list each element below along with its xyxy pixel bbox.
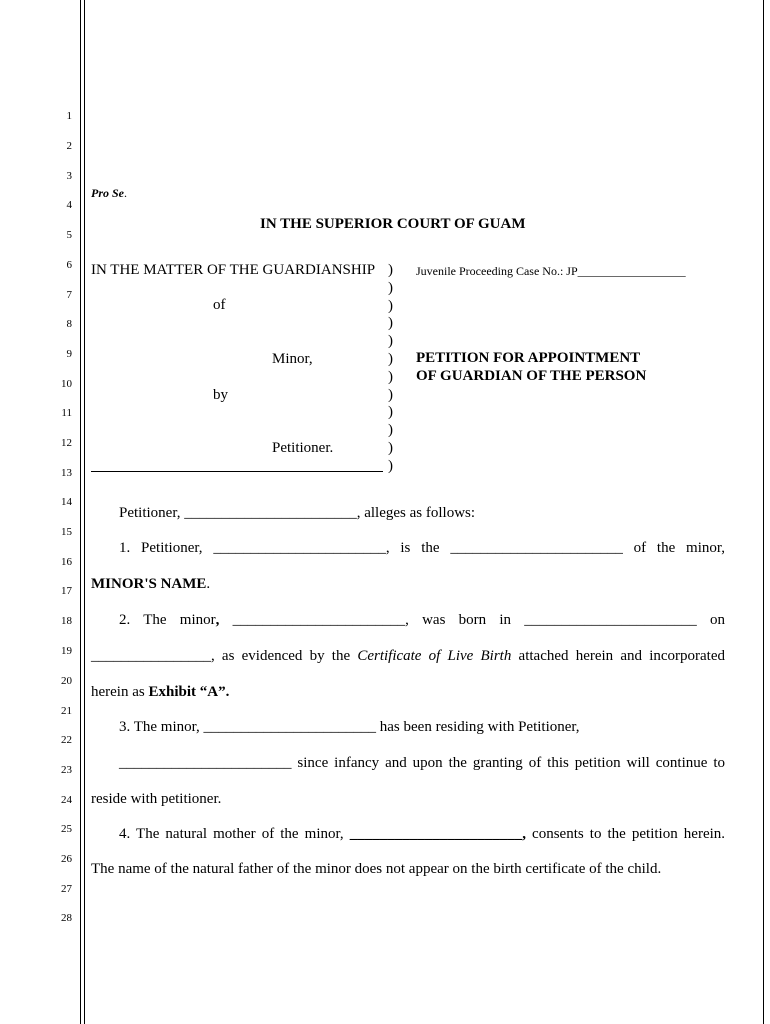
- caption-minor: Minor,: [272, 351, 313, 367]
- line-number: 20: [61, 675, 72, 687]
- p1-word: the: [656, 540, 676, 556]
- line-number: 21: [61, 705, 72, 717]
- p1-number: 1.: [119, 540, 131, 556]
- p1-blank-1: _______________________,: [213, 540, 390, 556]
- caption-paren: ): [388, 404, 393, 421]
- court-title: IN THE SUPERIOR COURT OF GUAM: [260, 216, 526, 232]
- paragraph-1-line-2: [91, 576, 210, 593]
- line-number: 9: [66, 348, 72, 360]
- line-number: 12: [61, 437, 72, 449]
- p2-line2-text: attached herein and incorporated: [518, 648, 726, 664]
- line-number: 17: [61, 585, 72, 597]
- p2-blank-1: _______________________,: [232, 612, 409, 628]
- p2-word: The: [143, 612, 167, 628]
- caption-paren: ): [388, 351, 393, 367]
- line-number: 3: [66, 170, 72, 182]
- line-number: 7: [66, 289, 72, 301]
- paragraph-3-line-1: 3. The minor, _______________________ has been residing with Petitioner,: [119, 719, 580, 735]
- caption-paren: ): [388, 457, 393, 474]
- line-number: 5: [66, 229, 72, 241]
- paragraph-4-line-1: [119, 826, 725, 843]
- p2-blank-2: _______________________: [524, 612, 697, 628]
- pro-se-label: [91, 186, 127, 201]
- p2-word: minor: [179, 612, 216, 628]
- line-number: 10: [61, 378, 72, 390]
- p2-word: on: [710, 612, 726, 628]
- line-number: 8: [66, 318, 72, 330]
- certificate-of-live-birth: Certificate of Live Birth: [357, 648, 512, 664]
- left-margin-line-inner: [84, 0, 85, 1024]
- p2-minor: [180, 612, 220, 628]
- p2-comma: ,: [215, 612, 220, 628]
- paragraph-2-line-2: [91, 648, 725, 665]
- line-number: 23: [61, 764, 72, 776]
- p2-line3-text: herein as: [91, 684, 145, 700]
- caption-underline: [91, 471, 383, 472]
- line-number: 18: [61, 615, 72, 627]
- caption-matter: IN THE MATTER OF THE GUARDIANSHIP: [91, 262, 376, 278]
- p1-word: of: [633, 540, 647, 556]
- line-number: 15: [61, 526, 72, 538]
- caption-paren: ): [388, 262, 393, 278]
- pro-se-period: .: [124, 186, 127, 200]
- p1-word: is: [400, 540, 411, 556]
- petition-title-line-1: PETITION FOR APPOINTMENT: [416, 350, 641, 366]
- line-number: 13: [61, 467, 72, 479]
- p1-word: minor,: [686, 540, 726, 556]
- caption-petitioner: Petitioner.: [272, 440, 334, 456]
- line-number: 14: [61, 496, 72, 508]
- exhibit-a: Exhibit “A”.: [148, 684, 230, 700]
- p2-word: born: [458, 612, 487, 628]
- p2-line2-text: ________________, as evidenced by the: [91, 648, 351, 664]
- caption-paren: ): [388, 279, 393, 296]
- line-number: 25: [61, 823, 72, 835]
- caption-of: of: [213, 297, 226, 313]
- left-margin-line-outer: [80, 0, 81, 1024]
- paragraph-3-line-3: reside with petitioner.: [91, 791, 222, 807]
- line-number: 2: [66, 140, 72, 152]
- p4-text: consents to the petition herein.: [532, 826, 726, 842]
- caption-paren: ): [388, 422, 393, 439]
- p2-word: was: [422, 612, 446, 628]
- caption-paren: ): [388, 440, 393, 456]
- petition-title-line-2: OF GUARDIAN OF THE PERSON: [416, 368, 647, 384]
- line-number: 4: [66, 199, 72, 211]
- p2-word: in: [499, 612, 512, 628]
- intro-paragraph: Petitioner, _______________________, alleges as follows:: [119, 505, 476, 521]
- paragraph-4-line-2: The name of the natural father of the minor does not appear on the birth certificate of the child.: [91, 861, 662, 877]
- p1-word: Petitioner,: [141, 540, 203, 556]
- line-number: 27: [61, 883, 72, 895]
- line-number: 6: [66, 259, 72, 271]
- line-number: 24: [61, 794, 72, 806]
- caption-paren: ): [388, 386, 393, 403]
- caption-paren: ): [388, 315, 393, 332]
- line-number: 16: [61, 556, 72, 568]
- line-number: 19: [61, 645, 72, 657]
- right-margin-line: [763, 0, 764, 1024]
- p2-number: 2.: [119, 612, 131, 628]
- line-number: 22: [61, 734, 72, 746]
- paragraph-2-line-1: [119, 612, 725, 629]
- caption-paren: ): [388, 333, 393, 350]
- paragraph-3-line-2: _______________________ since infancy and upon the granting of this petition will continue to: [119, 755, 725, 771]
- case-number: Juvenile Proceeding Case No.: JP__________________: [416, 264, 686, 278]
- p4-text: 4. The natural mother of the minor,: [119, 826, 344, 842]
- paragraph-1-line-1: [119, 540, 725, 557]
- p1-blank-2: _______________________: [450, 540, 623, 556]
- p4-blank: _______________________,: [349, 826, 526, 842]
- caption-by: by: [213, 387, 228, 403]
- line-number: 11: [61, 407, 72, 419]
- minor-name: MINOR'S NAME: [91, 576, 207, 592]
- line-number: 1: [66, 110, 72, 122]
- line-number: 28: [61, 912, 72, 924]
- line-number: 26: [61, 853, 72, 865]
- caption-paren: ): [388, 297, 393, 314]
- p1-word: the: [421, 540, 440, 556]
- paragraph-2-line-3: [91, 684, 229, 701]
- pro-se-text: Pro Se: [91, 186, 124, 200]
- p1-period: .: [206, 576, 211, 592]
- caption-paren: ): [388, 368, 393, 385]
